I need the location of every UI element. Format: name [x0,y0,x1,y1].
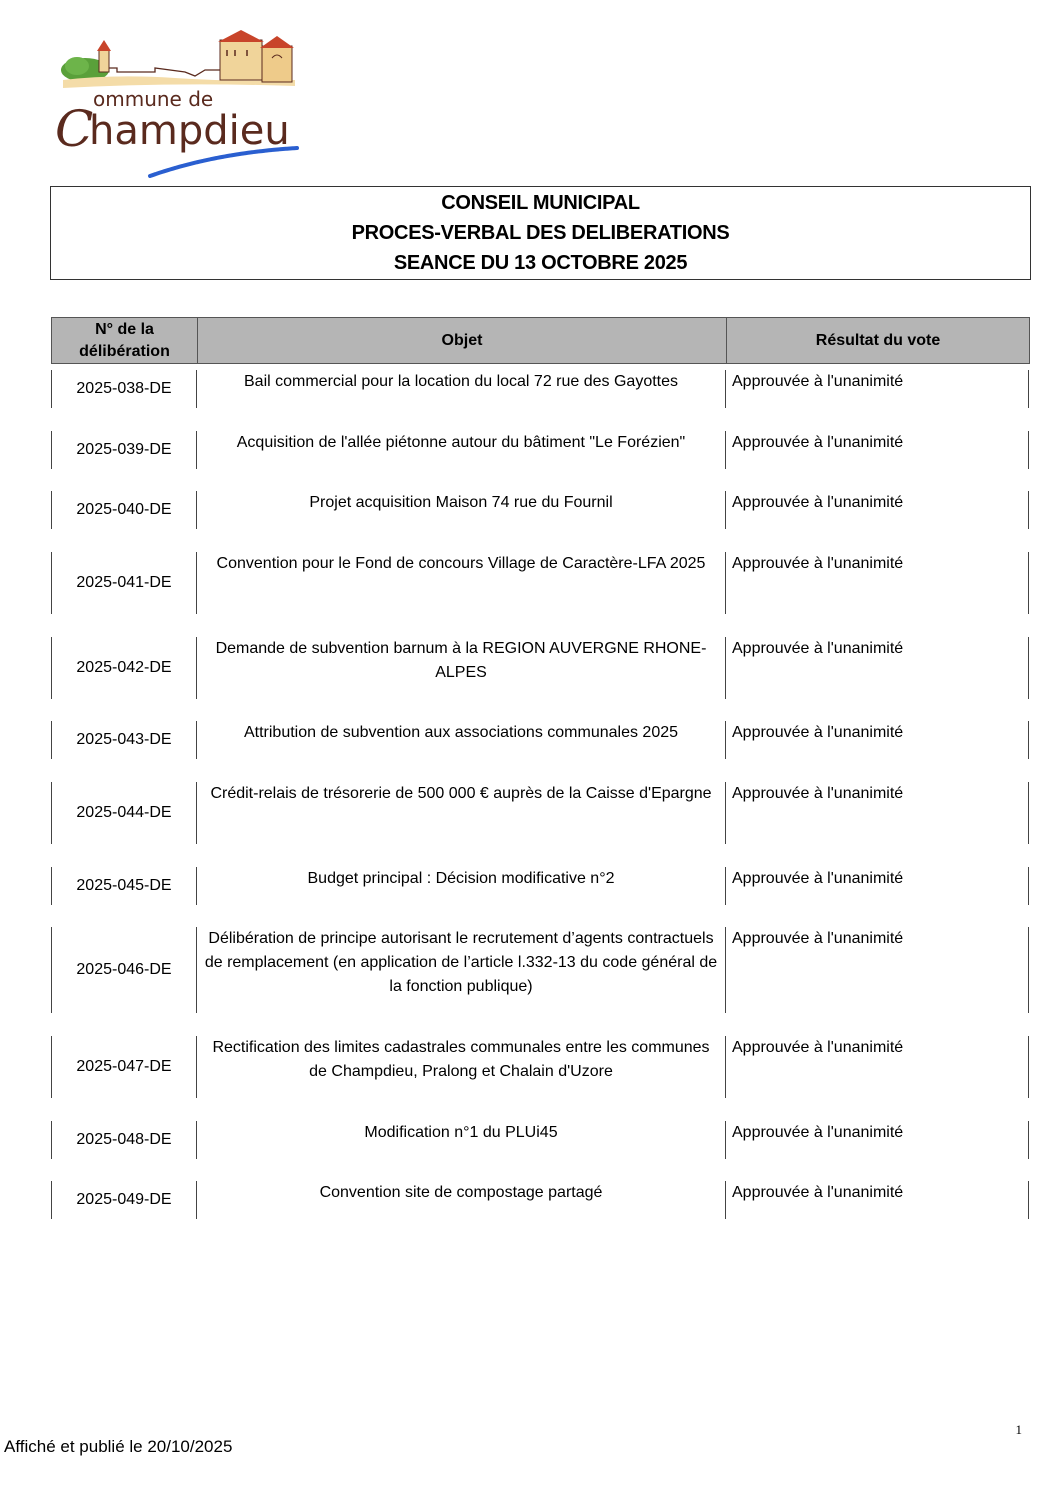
deliberation-objet: Délibération de principe autorisant le recrutement d’agents contractuels de remplacement (en application de l’article l.332-13 du code général de la fonction publique) [196,927,725,1013]
title-proces-verbal: PROCES-VERBAL DES DELIBERATIONS [351,222,730,244]
vote-result: Approuvée à l'unanimité [725,431,1029,469]
column-header-result: Résultat du vote [726,318,1029,363]
table-row [51,552,1030,614]
table-row [51,1121,1030,1159]
page-number: 1 [1015,1422,1022,1437]
publication-note: Affiché et publié le 20/10/2025 [4,1437,233,1456]
vote-result: Approuvée à l'unanimité [725,370,1029,408]
deliberation-number: 2025-041-DE [51,552,196,614]
deliberation-number: 2025-039-DE [51,431,196,469]
column-header-objet: Objet [197,318,726,363]
svg-text:C: C [55,100,94,158]
svg-text:ommune de: ommune de [93,87,214,111]
title-council: CONSEIL MUNICIPAL [441,192,640,214]
vote-result: Approuvée à l'unanimité [725,1036,1029,1098]
document-title-box [50,186,1031,280]
deliberation-objet: Demande de subvention barnum à la REGION AUVERGNE RHONE-ALPES [196,637,725,699]
deliberation-number: 2025-040-DE [51,491,196,529]
deliberation-objet: Rectification des limites cadastrales communales entre les communes de Champdieu, Pralong et Chalain d'Uzore [196,1036,725,1098]
table-row [51,491,1030,529]
vote-result: Approuvée à l'unanimité [725,491,1029,529]
table-row [51,867,1030,905]
deliberation-objet: Attribution de subvention aux associations communales 2025 [196,721,725,759]
deliberation-objet: Acquisition de l'allée piétonne autour du bâtiment "Le Forézien" [196,431,725,469]
column-header-number: N° de la délibération [79,320,170,360]
vote-result: Approuvée à l'unanimité [725,867,1029,905]
table-row [51,637,1030,699]
vote-result: Approuvée à l'unanimité [725,927,1029,1013]
commune-logo [55,28,305,178]
vote-result: Approuvée à l'unanimité [725,1121,1029,1159]
deliberation-objet: Convention site de compostage partagé [196,1181,725,1219]
deliberation-number: 2025-047-DE [51,1036,196,1098]
title-session-date: SEANCE DU 13 OCTOBRE 2025 [393,252,688,274]
deliberation-number: 2025-045-DE [51,867,196,905]
deliberation-number: 2025-044-DE [51,782,196,844]
deliberation-number: 2025-043-DE [51,721,196,759]
deliberation-number: 2025-042-DE [51,637,196,699]
deliberation-objet: Budget principal : Décision modificative n°2 [196,867,725,905]
deliberation-objet: Projet acquisition Maison 74 rue du Fournil [196,491,725,529]
deliberation-objet: Crédit-relais de trésorerie de 500 000 € auprès de la Caisse d'Epargne [196,782,725,844]
vote-result: Approuvée à l'unanimité [725,637,1029,699]
deliberation-number: 2025-046-DE [51,927,196,1013]
vote-result: Approuvée à l'unanimité [725,782,1029,844]
deliberations-table [51,317,1030,1208]
table-row [51,1036,1030,1098]
vote-result: Approuvée à l'unanimité [725,721,1029,759]
table-row [51,721,1030,759]
vote-result: Approuvée à l'unanimité [725,552,1029,614]
table-header [51,317,1030,364]
table-row [51,431,1030,469]
svg-text:hampdieu: hampdieu [89,108,290,154]
vote-result: Approuvée à l'unanimité [725,1181,1029,1219]
deliberation-objet: Convention pour le Fond de concours Village de Caractère-LFA 2025 [196,552,725,614]
deliberation-objet: Bail commercial pour la location du local 72 rue des Gayottes [196,370,725,408]
table-row [51,782,1030,844]
table-row [51,1181,1030,1219]
village-skyline-icon [55,28,305,178]
table-row [51,927,1030,1013]
deliberation-number: 2025-048-DE [51,1121,196,1159]
deliberation-number: 2025-049-DE [51,1181,196,1219]
table-row [51,370,1030,408]
deliberation-number: 2025-038-DE [51,370,196,408]
deliberation-objet: Modification n°1 du PLUi45 [196,1121,725,1159]
